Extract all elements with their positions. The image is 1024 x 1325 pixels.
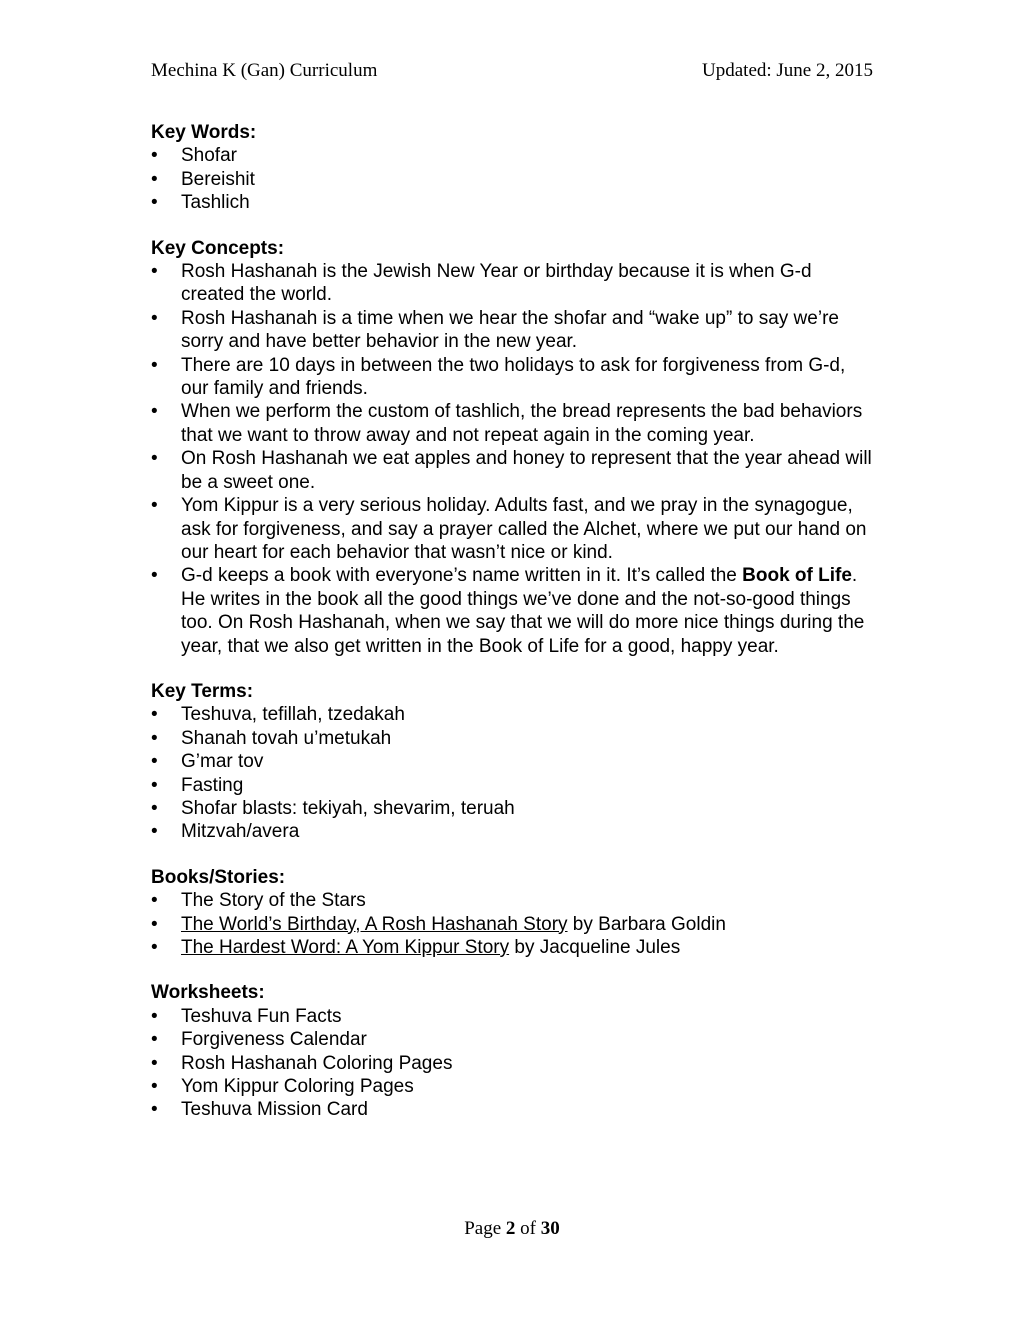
list-item: • Teshuva Fun Facts: [151, 1005, 873, 1028]
list-item: • Yom Kippur Coloring Pages: [151, 1075, 873, 1098]
list-item: • Shofar: [151, 144, 873, 167]
book-of-life-text-after: . He writes in the book all the good things we’ve done and the not-so-good things too. On Rosh Hashanah, when we say that we will do more nice things during the year, that we also get written in the Book of Life for a good, happy year.: [181, 565, 865, 657]
list-item-book-of-life: [151, 564, 873, 658]
list-item: • Teshuva, tefillah, tzedakah: [151, 703, 873, 726]
key-terms-section: [151, 680, 873, 844]
page-number: 2: [505, 1218, 516, 1239]
list-item: • Rosh Hashanah is the Jewish New Year or birthday because it is when G-d created the world.: [151, 260, 873, 307]
list-item: • When we perform the custom of tashlich, the bread represents the bad behaviors that we want to throw away and not repeat again in the coming year.: [151, 400, 873, 447]
book-author: by Jacqueline Jules: [509, 937, 681, 958]
header-title: Mechina K (Gan) Curriculum: [151, 60, 378, 81]
key-words-list: [151, 144, 873, 214]
book-title: The Hardest Word: A Yom Kippur Story: [181, 937, 510, 958]
book-title: The World’s Birthday, A Rosh Hashanah Story: [181, 913, 568, 935]
list-item: • The Story of the Stars: [151, 889, 873, 912]
list-item: • Tashlich: [151, 191, 873, 214]
list-item: • Yom Kippur is a very serious holiday. Adults fast, and we pray in the synagogue, ask for forgiveness, and say a prayer called the Alchet, where we put our hand on our heart for each behavior that wasn’t nice or kind.: [151, 494, 873, 564]
key-concepts-section: [151, 237, 873, 658]
list-item: • On Rosh Hashanah we eat apples and honey to represent that the year ahead will be a sweet one.: [151, 447, 873, 494]
list-item: [151, 936, 873, 959]
header-updated-date: Updated: June 2, 2015: [702, 60, 873, 81]
key-terms-list: [151, 703, 873, 843]
key-words-section: [151, 121, 873, 215]
books-heading: Books/Stories:: [151, 866, 286, 888]
page-of-label: of: [515, 1218, 541, 1239]
worksheets-heading: Worksheets:: [151, 982, 265, 1004]
list-item: [151, 913, 873, 936]
total-pages: 30: [540, 1218, 560, 1239]
list-item: • Bereishit: [151, 168, 873, 191]
book-of-life-bold: Book of Life: [742, 565, 852, 587]
worksheets-list: [151, 1005, 873, 1122]
list-item: • Forgiveness Calendar: [151, 1028, 873, 1051]
key-concepts-list: [151, 260, 873, 658]
books-section: [151, 866, 873, 960]
book-author: by Barbara Goldin: [567, 913, 726, 935]
list-item: • There are 10 days in between the two holidays to ask for forgiveness from G-d, our family and friends.: [151, 354, 873, 401]
list-item: • G’mar tov: [151, 750, 873, 773]
key-terms-heading: Key Terms:: [151, 680, 254, 702]
page-header: [151, 60, 873, 86]
list-item: • Shanah tovah u’metukah: [151, 727, 873, 750]
books-list: [151, 889, 873, 959]
key-concepts-heading: Key Concepts:: [151, 237, 285, 259]
list-item: • Rosh Hashanah Coloring Pages: [151, 1052, 873, 1075]
list-item: • Mitzvah/avera: [151, 820, 873, 843]
page-footer: [0, 1218, 1024, 1240]
list-item: • Fasting: [151, 774, 873, 797]
list-item: • Teshuva Mission Card: [151, 1098, 873, 1121]
list-item: • Shofar blasts: tekiyah, shevarim, teruah: [151, 797, 873, 820]
key-words-heading: Key Words:: [151, 122, 257, 143]
list-item: • Rosh Hashanah is a time when we hear the shofar and “wake up” to say we’re sorry and have better behavior in the new year.: [151, 307, 873, 354]
page-label: Page: [464, 1218, 506, 1239]
book-of-life-text-before: G-d keeps a book with everyone’s name written in it. It’s called the: [181, 565, 743, 587]
document-body: [151, 121, 873, 1144]
worksheets-section: [151, 981, 873, 1121]
